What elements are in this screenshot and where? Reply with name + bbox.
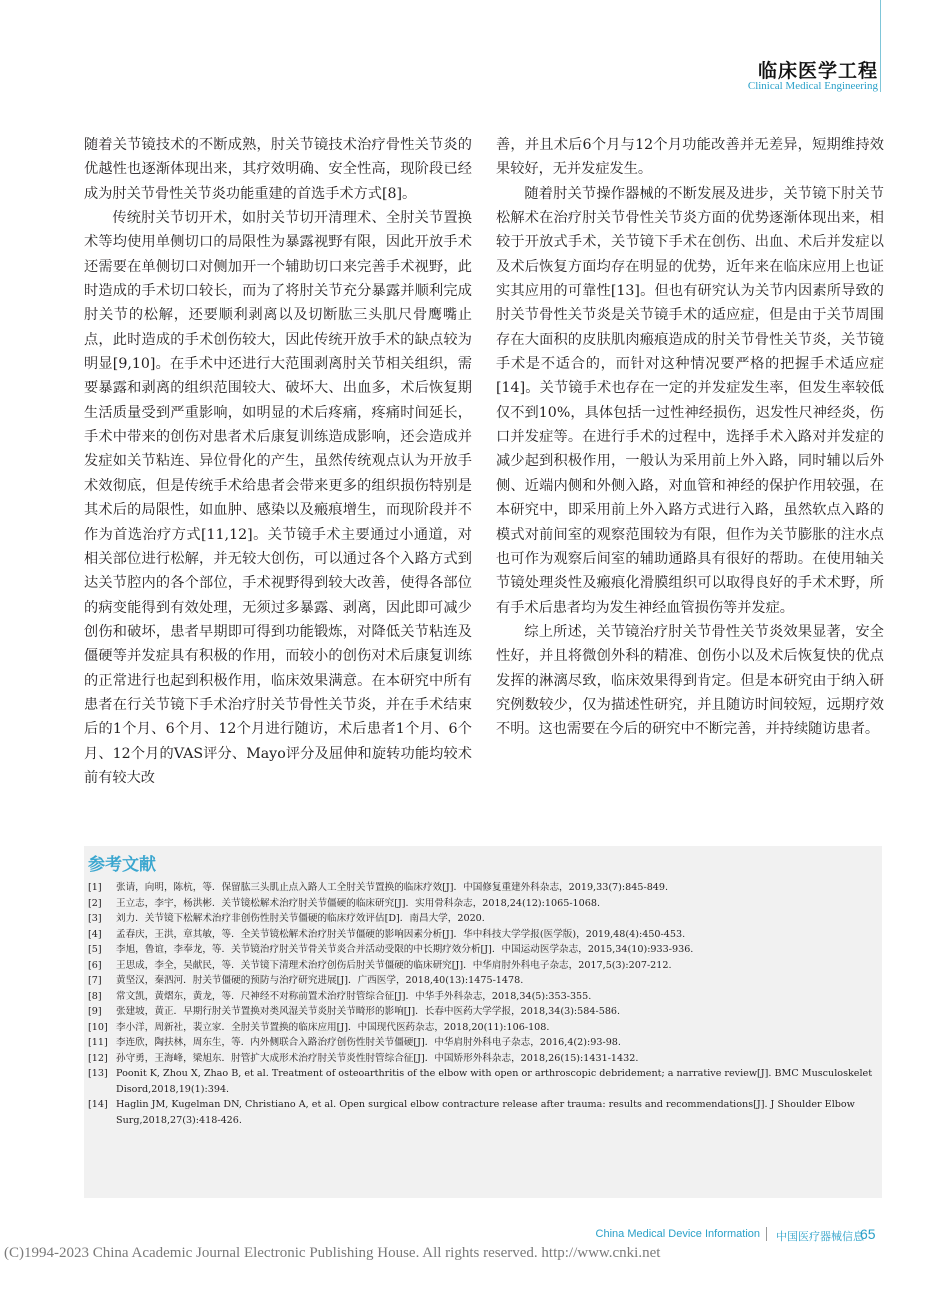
footer-journal-zh: 中国医疗器械信息 bbox=[776, 1230, 864, 1243]
reference-text: 李旭，鲁谊，李奉龙，等．关节镜治疗肘关节骨关节炎合并活动受限的中长期疗效分析[J]．中国运动医学杂志，2015,34(10):933-936. bbox=[116, 944, 694, 955]
paragraph: 随着肘关节操作器械的不断发展及进步，关节镜下肘关节松解术在治疗肘关节骨性关节炎方面的优势逐渐体现出来，相较于开放式手术，关节镜下手术在创伤、出血、术后并发症以及术后恢复方面均存在明显的优势，近年来在临床应用上也证实其应用的可靠性[13]。但也有研究认为关节内因素所导致的肘关节骨性关节炎是关节镜手术的适应症，但是由于关节周围存在大面积的皮肤肌肉瘢痕造成的肘关节骨性关节炎，关节镜手术是不适合的，而针对这种情况要严格的把握手术适应症[14]。关节镜手术也存在一定的并发症发生率，但发生率较低仅不到10%，具体包括一过性神经损伤，迟发性尺神经炎，伤口并发症等。在进行手术的过程中，选择手术入路对并发症的减少起到积极作用，一般认为采用前上外入路，同时辅以后外侧、近端内侧和外侧入路，对血管和神经的保护作用较强，在本研究中，即采用前上外入路方式进行入路，虽然软点入路的模式对前间室的观察范围较为有限，但作为关节膨胀的注水点也可作为观察后间室的辅助通路具有很好的帮助。在使用轴关节镜处理炎性及瘢痕化滑膜组织可以取得良好的手术术野，所有手术后患者均为发生神经血管损伤等并发症。 bbox=[496, 185, 884, 616]
references-section bbox=[84, 846, 882, 1198]
reference-text: 孟春庆，王洪，章其敏，等．全关节镜松解术治疗肘关节僵硬的影响因素分析[J]．华中科技大学学报(医学版)，2019,48(4):450-453. bbox=[116, 928, 686, 940]
reference-item bbox=[88, 989, 878, 1005]
reference-text: 李小洋，周新社，裴立家．全肘关节置换的临床应用[J]．中国现代医药杂志，2018,20(11):106-108. bbox=[116, 1021, 550, 1033]
reference-text: 刘力．关节镜下松解术治疗非创伤性肘关节僵硬的临床疗效评估[D]．南昌大学，2020. bbox=[116, 913, 485, 924]
reference-item bbox=[88, 1004, 878, 1020]
copyright-notice: (C)1994-2023 China Academic Journal Electronic Publishing House. All rights reserved. http://www.cnki.net bbox=[4, 1245, 661, 1261]
paragraph: 传统肘关节切开术，如肘关节切开清理术、全肘关节置换术等均使用单侧切口的局限性为暴露视野有限，因此开放手术还需要在单侧切口对侧加开一个辅助切口来完善手术视野，此时造成的手术切口较长，而为了将肘关节充分暴露并顺利完成肘关节的松解，还要顺利剥离以及切断肱三头肌尺骨鹰嘴止点，此时造成的手术创伤较大，因此传统开放手术的缺点较为明显[9,10]。在手术中还进行大范围剥离肘关节相关组织，需要暴露和剥离的组织范围较大、破坏大、出血多，术后恢复期生活质量受到严重影响，如明显的术后疼痛，疼痛时间延长，手术中带来的创伤对患者术后康复训练造成影响，还会造成并发症如关节粘连、异位骨化的产生，虽然传统观点认为开放手术效彻底，但是传统手术给患者会带来更多的组织损伤特别是其术后的局限性，如血肿、感染以及瘢痕增生，而现阶段并不作为首选治疗方式[11,12]。关节镜手术主要通过小通道，对相关部位进行松解，并无较大创伤，可以通过各个入路方式到达关节腔内的各个部位，手术视野得到较大改善，使得各部位的病变能得到有效处理，无须过多暴露、剥离，因此即可减少创伤和破坏，患者早期即可得到功能锻炼，对降低关节粘连及僵硬等并发症具有积极的作用，而较小的创伤对术后康复训练的正常进行也起到积极作用，临床效果满意。在本研究中所有患者在行关节镜下手术治疗肘关节骨性关节炎，并在手术结束后的1个月、6个月、12个月进行随访，术后患者1个月、6个月、12个月的VAS评分、Mayo评分及屈伸和旋转功能均较术前有较大改 bbox=[84, 210, 472, 786]
reference-text: 常文凯，黄熠东，黄龙，等．尺神经不对称前置术治疗肘管综合征[J]．中华手外科杂志，2018,34(5):353-355. bbox=[116, 990, 592, 1002]
reference-item bbox=[88, 896, 878, 912]
journal-title-en: Clinical Medical Engineering bbox=[747, 80, 878, 92]
reference-number: [6] bbox=[88, 959, 102, 971]
reference-item bbox=[88, 1066, 878, 1097]
reference-text: 张请，向明，陈杭，等．保留肱三头肌止点入路人工全肘关节置换的临床疗效[J]．中国修复重建外科杂志，2019,33(7):845-849. bbox=[116, 882, 669, 893]
reference-text: 李连欣，陶扶林，周东生，等．内外侧联合入路治疗创伤性肘关节僵硬[J]．中华肩肘外科电子杂志，2016,4(2):93-98. bbox=[116, 1037, 621, 1048]
reference-item bbox=[88, 1020, 878, 1036]
paragraph: 善，并且术后6个月与12个月功能改善并无差异，短期维持效果较好，无并发症发生。 bbox=[496, 137, 884, 178]
reference-item bbox=[88, 1097, 878, 1128]
reference-number: [9] bbox=[88, 1006, 102, 1017]
reference-item bbox=[88, 927, 878, 943]
footer-journal-en: China Medical Device Information bbox=[595, 1228, 760, 1240]
reference-number: [8] bbox=[88, 990, 102, 1002]
reference-text: 张建坡，黄正．早期行肘关节置换对类风湿关节炎肘关节畸形的影响[J]．长春中医药大学学报，2018,34(3):584-586. bbox=[116, 1006, 621, 1017]
page-number: 65 bbox=[860, 1226, 876, 1242]
body-column-left bbox=[84, 133, 472, 790]
reference-text: Haglin JM, Kugelman DN, Christiano A, et al. Open surgical elbow contracture release after trauma: results and recommendations[J]. J Shoulder Elbow Surg,2018,27(3):418-426. bbox=[116, 1099, 855, 1126]
reference-number: [5] bbox=[88, 944, 102, 955]
reference-text: Poonit K, Zhou X, Zhao B, et al. Treatment of osteoarthritis of the elbow with open or arthroscopic debridement; a narrative review[J]. BMC Musculoskelet Disord,2018,19(1):394. bbox=[116, 1068, 873, 1095]
journal-title-zh: 临床医学工程 bbox=[757, 60, 878, 82]
reference-number: [12] bbox=[88, 1052, 108, 1064]
reference-number: [4] bbox=[88, 928, 102, 940]
reference-number: [14] bbox=[88, 1099, 108, 1110]
reference-item bbox=[88, 942, 878, 958]
reference-item bbox=[88, 880, 878, 896]
reference-text: 黄坚汉，秦泗河．肘关节僵硬的预防与治疗研究进展[J]．广西医学，2018,40(13):1475-1478. bbox=[116, 975, 524, 986]
reference-number: [11] bbox=[88, 1037, 108, 1048]
reference-text: 孙守勇，王海峰，梁旭东．肘管扩大成形术治疗肘关节炎性肘管综合征[J]．中国矫形外科杂志，2018,26(15):1431-1432. bbox=[116, 1052, 639, 1064]
reference-item bbox=[88, 1051, 878, 1067]
reference-number: [3] bbox=[88, 913, 102, 924]
reference-number: [2] bbox=[88, 897, 102, 909]
reference-item bbox=[88, 973, 878, 989]
references-list bbox=[88, 880, 878, 1128]
references-title: 参考文献 bbox=[88, 855, 156, 875]
reference-item bbox=[88, 1035, 878, 1051]
header-divider-line bbox=[880, 0, 881, 92]
paragraph: 综上所述，关节镜治疗肘关节骨性关节炎效果显著，安全性好，并且将微创外科的精准、创伤小以及术后恢复快的优点发挥的淋漓尽致，临床效果得到肯定。但是本研究由于纳入研究例数较少，仅为描述性研究，并且随访时间较短，远期疗效不明。这也需要在今后的研究中不断完善，并持续随访患者。 bbox=[496, 623, 884, 738]
reference-text: 王思成，李全，吴献民，等．关节镜下清理术治疗创伤后肘关节僵硬的临床研究[J]．中华肩肘外科电子杂志，2017,5(3):207-212. bbox=[116, 959, 672, 971]
reference-text: 王立志，李宇，杨洪彬．关节镜松解术治疗肘关节僵硬的临床研究[J]．实用骨科杂志，2018,24(12):1065-1068. bbox=[116, 897, 601, 909]
reference-number: [13] bbox=[88, 1068, 108, 1079]
body-column-right bbox=[496, 133, 884, 742]
reference-number: [7] bbox=[88, 975, 102, 986]
reference-number: [1] bbox=[88, 882, 102, 893]
reference-number: [10] bbox=[88, 1021, 108, 1033]
reference-item bbox=[88, 958, 878, 974]
footer-separator bbox=[766, 1227, 767, 1241]
reference-item bbox=[88, 911, 878, 927]
paragraph: 随着关节镜技术的不断成熟，肘关节镜技术治疗骨性关节炎的优越性也逐渐体现出来，其疗效明确、安全性高，现阶段已经成为肘关节骨性关节炎功能重建的首选手术方式[8]。 bbox=[84, 137, 472, 202]
